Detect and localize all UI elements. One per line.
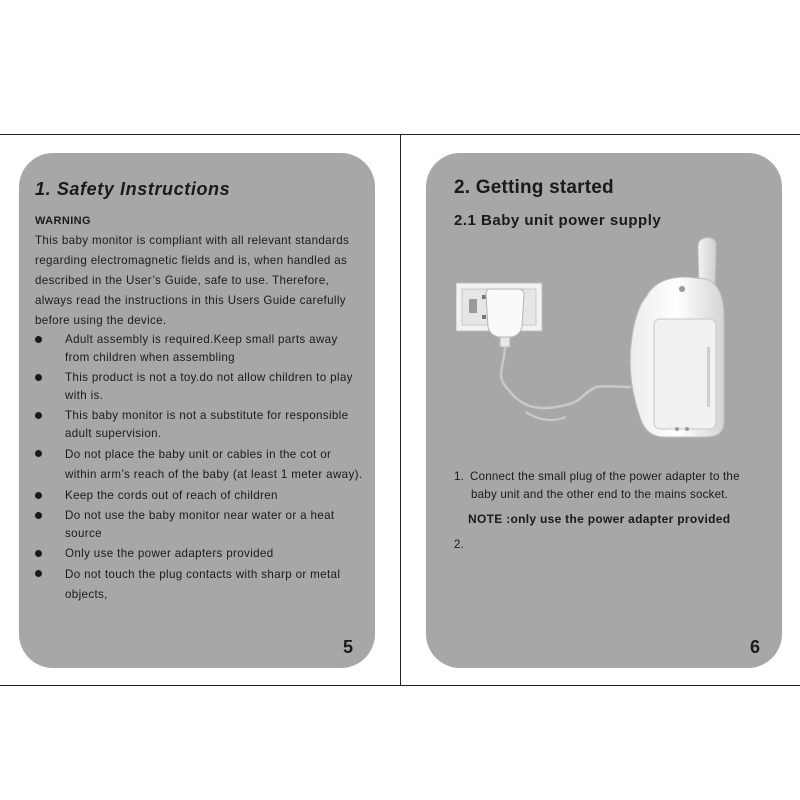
page-number: 5 bbox=[342, 637, 353, 657]
intro-line: described in the User’s Guide, safe to use. Therefore, bbox=[35, 274, 330, 287]
baby-unit-power-illustration bbox=[456, 237, 756, 447]
list-item: Adult assembly is required.Keep small parts away from children when assembling bbox=[35, 331, 365, 367]
note-text: NOTE :only use the power adapter provided bbox=[468, 512, 731, 526]
intro-line: This baby monitor is compliant with all relevant standards bbox=[35, 234, 350, 247]
safety-list bbox=[35, 331, 365, 605]
center-fold-rule bbox=[400, 134, 401, 686]
getting-started-title: 2. Getting started bbox=[454, 177, 614, 198]
step-1-continued: baby unit and the other end to the mains socket. bbox=[471, 488, 729, 501]
bullet-dot-icon bbox=[35, 412, 42, 419]
cable-icon bbox=[596, 386, 631, 387]
intro-line: always read the instructions in this Users Guide carefully bbox=[35, 294, 346, 307]
bullet-dot-icon bbox=[35, 492, 42, 499]
page-number: 6 bbox=[749, 637, 760, 657]
bullet-dot-icon bbox=[35, 550, 42, 557]
page-6 bbox=[426, 153, 782, 668]
step-2: 2. bbox=[454, 538, 465, 551]
bullet-dot-icon bbox=[35, 336, 42, 343]
bullet-dot-icon bbox=[35, 374, 42, 381]
bullet-dot-icon bbox=[35, 450, 42, 457]
power-supply-subtitle: 2.1 Baby unit power supply bbox=[454, 212, 662, 229]
list-item: Only use the power adapters provided bbox=[35, 545, 365, 563]
setup-steps bbox=[454, 468, 774, 554]
intro-line: regarding electromagnetic fields and is, when handled as bbox=[35, 254, 348, 267]
step-1: 1. Connect the small plug of the power adapter to the bbox=[454, 470, 740, 483]
bullet-dot-icon bbox=[35, 512, 42, 519]
list-item: This baby monitor is not a substitute for responsible adult supervision. bbox=[35, 407, 365, 443]
list-item: Do not touch the plug contacts with sharp or metal objects, bbox=[35, 565, 365, 605]
list-item: This product is not a toy.do not allow children to play with is. bbox=[35, 369, 365, 405]
list-item: Do not use the baby monitor near water or a heat source bbox=[35, 507, 365, 543]
list-item: Keep the cords out of reach of children bbox=[35, 487, 365, 505]
intro-line: before using the device. bbox=[35, 314, 167, 327]
page-5 bbox=[19, 153, 375, 668]
list-item: Do not place the baby unit or cables in the cot or within arm’s reach of the baby (at least 1 meter away). bbox=[35, 445, 365, 485]
safety-title: 1. Safety Instructions bbox=[35, 179, 231, 199]
bullet-dot-icon bbox=[35, 570, 42, 577]
baby-unit-icon bbox=[630, 277, 724, 437]
intro-paragraph bbox=[35, 231, 365, 331]
warning-heading: WARNING bbox=[35, 215, 91, 227]
